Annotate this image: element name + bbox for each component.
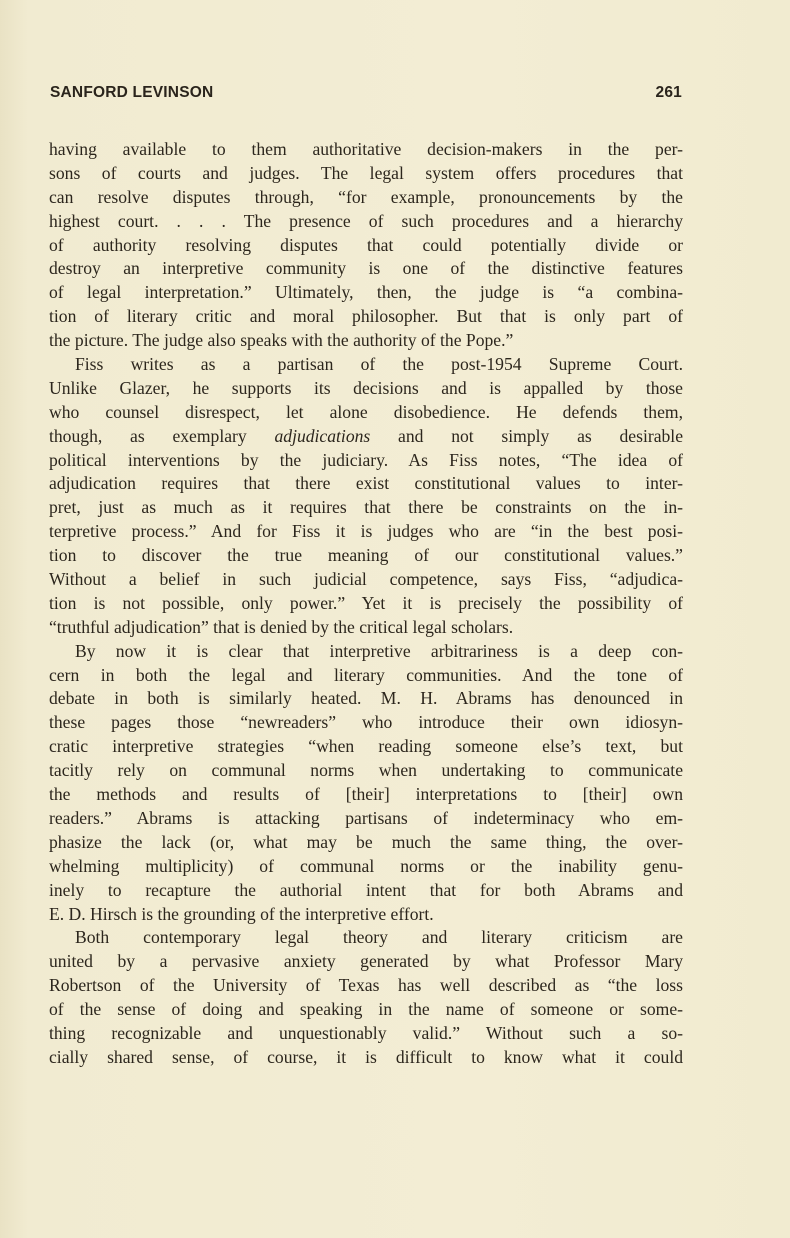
text-line: cern in both the legal and literary communities. And the tone of bbox=[49, 664, 683, 685]
text-line: these pages those “newreaders” who introduce their own idiosyn- bbox=[49, 712, 683, 733]
running-head bbox=[50, 84, 682, 108]
text-line: readers.” Abrams is attacking partisans of indeterminacy who em- bbox=[49, 807, 683, 828]
text-line: the picture. The judge also speaks with the authority of the Pope.” bbox=[49, 330, 514, 351]
text-line: Fiss writes as a partisan of the post-1954 Supreme Court. bbox=[75, 354, 683, 375]
text-line: of the sense of doing and speaking in the name of someone or some- bbox=[49, 999, 683, 1020]
text-line: “truthful adjudication” that is denied by the critical legal scholars. bbox=[49, 616, 514, 637]
text-line: Both contemporary legal theory and literary criticism are bbox=[75, 927, 683, 948]
text-line: tion is not possible, only power.” Yet it is precisely the possibility of bbox=[49, 592, 683, 613]
text-line: sons of courts and judges. The legal system offers procedures that bbox=[49, 162, 683, 183]
text-line: cially shared sense, of course, it is difficult to know what it could bbox=[49, 1046, 683, 1067]
text-line: phasize the lack (or, what may be much the same thing, the over- bbox=[49, 831, 683, 852]
body-text bbox=[49, 138, 683, 1070]
text-run: though, as exemplary bbox=[49, 425, 275, 446]
text-line: Unlike Glazer, he supports its decisions and is appalled by those bbox=[49, 377, 683, 398]
text-line: Robertson of the University of Texas has well described as “the loss bbox=[49, 975, 683, 996]
text-line: the methods and results of [their] interpretations to [their] own bbox=[49, 784, 683, 805]
text-line: destroy an interpretive community is one of the distinctive features bbox=[49, 258, 683, 279]
text-line bbox=[49, 425, 683, 449]
page-number: 261 bbox=[655, 84, 682, 101]
text-line: highest court. . . . The presence of such procedures and a hierarchy bbox=[49, 210, 683, 231]
text-line: whelming multiplicity) of communal norms or the inability genu- bbox=[49, 855, 683, 876]
text-line: of authority resolving disputes that could potentially divide or bbox=[49, 234, 683, 255]
text-line: adjudication requires that there exist constitutional values to inter- bbox=[49, 473, 683, 494]
text-line: By now it is clear that interpretive arbitrariness is a deep con- bbox=[75, 640, 683, 661]
text-line: terpretive process.” And for Fiss it is judges who are “in the best posi- bbox=[49, 521, 683, 542]
text-line: united by a pervasive anxiety generated by what Professor Mary bbox=[49, 951, 683, 972]
text-line: E. D. Hirsch is the grounding of the interpretive effort. bbox=[49, 903, 434, 924]
text-line: political interventions by the judiciary. As Fiss notes, “The idea of bbox=[49, 449, 683, 470]
text-line: tion of literary critic and moral philosopher. But that is only part of bbox=[49, 306, 683, 327]
text-line: tion to discover the true meaning of our constitutional values.” bbox=[49, 545, 683, 566]
text-line: tacitly rely on communal norms when undertaking to communicate bbox=[49, 760, 683, 781]
text-line: inely to recapture the authorial intent that for both Abrams and bbox=[49, 879, 683, 900]
text-line: pret, just as much as it requires that there be constraints on the in- bbox=[49, 497, 683, 518]
text-line: of legal interpretation.” Ultimately, then, the judge is “a combina- bbox=[49, 282, 683, 303]
text-line: cratic interpretive strategies “when reading someone else’s text, but bbox=[49, 736, 683, 757]
text-line: having available to them authoritative decision-makers in the per- bbox=[49, 139, 683, 159]
text-run: and not simply as desirable bbox=[370, 425, 683, 446]
running-head-author: SANFORD LEVINSON bbox=[50, 84, 214, 101]
text-line: thing recognizable and unquestionably valid.” Without such a so- bbox=[49, 1022, 683, 1043]
text-line: who counsel disrespect, let alone disobedience. He defends them, bbox=[49, 401, 683, 422]
text-line: can resolve disputes through, “for example, pronouncements by the bbox=[49, 186, 683, 207]
italic-term: adjudications bbox=[274, 425, 371, 446]
text-line: debate in both is similarly heated. M. H. Abrams has denounced in bbox=[49, 688, 683, 709]
text-line: Without a belief in such judicial competence, says Fiss, “adjudica- bbox=[49, 569, 683, 590]
